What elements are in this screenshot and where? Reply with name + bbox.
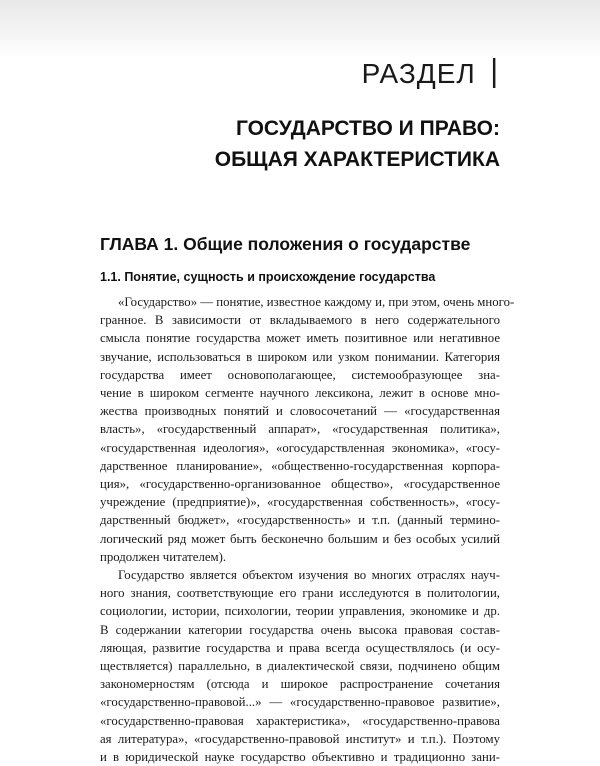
text-line: учреждение (предприятие)», «государственная собственность», «госу- [100, 495, 500, 510]
text-line: звучание, использоваться в широком или узком понимании. Категория [100, 349, 500, 364]
text-line: ществляется) параллельно, в диалектической связи, подчинено общим [100, 659, 500, 674]
text-line: гранное. В зависимости от вкладываемого в него содержательного [100, 313, 500, 328]
text-line: «государственно-правовой...» — «государственно-правовое развитие», [100, 695, 500, 710]
text-line: Государство является объектом изучения во многих отраслях науч- [118, 568, 500, 583]
text-line: ция», «государственно-организованное общество», «государственное [100, 477, 500, 492]
text-line: «государственная идеология», «огосударствленная экономика», «госу- [100, 440, 500, 455]
scan-top-shadow [0, 0, 600, 58]
subsection-title: 1.1. Понятие, сущность и происхождение государства [100, 270, 436, 284]
text-line: государства имеет основополагающее, системообразующее зна- [100, 367, 500, 382]
text-line: логический ряд может быть бесконечно большим и без особых усилий [100, 531, 500, 546]
text-line: власть», «государственный аппарат», «государственная политика», [100, 422, 500, 437]
text-line: закономерностям (отсюда и широкое распространение сочетания [100, 677, 500, 692]
text-line: жества производных понятий и словосочетаний — «государственная [100, 404, 500, 419]
body-text [100, 293, 515, 766]
text-line: социологии, истории, психологии, теории управления, экономике и др. [100, 604, 500, 619]
text-line: ая литература», «государственно-правовой институт» и т.п.). Поэтому [100, 731, 500, 746]
text-line: «Государство» — понятие, известное каждому и, при этом, очень много- [118, 295, 515, 309]
text-line: продолжен читателем). [100, 549, 227, 564]
text-line: и в юридической науке государство объективно и традиционно зани- [100, 750, 500, 765]
text-line: дарственное планирование», «общественно-государственная корпора- [100, 458, 500, 473]
section-label: РАЗДЕЛ [361, 58, 476, 89]
section-title [215, 113, 500, 175]
section-heading [361, 49, 500, 98]
chapter-title: ГЛАВА 1. Общие положения о государстве [100, 234, 471, 254]
text-line: смысла понятие государства может иметь позитивное или негативное [100, 331, 500, 346]
section-title-line: ОБЩАЯ ХАРАКТЕРИСТИКА [214, 148, 500, 171]
text-line: В содержании категории государства очень высока правовая состав- [100, 622, 500, 637]
text-line: дарственный бюджет», «государственность» и т.п. (данный термино- [100, 513, 500, 528]
text-line: ного знания, соответствующие его грани исследуются в политологии, [100, 586, 500, 601]
text-line: «государственно-правовая характеристика», «государственно-правова [100, 713, 500, 728]
text-line: чение в широком сегменте научного лексикона, лежит в основе мно- [100, 386, 500, 401]
section-numeral: I [490, 49, 498, 98]
text-line: ляющая, развитие государства и права всегда осуществлялось (и осу- [100, 640, 500, 655]
section-title-line: ГОСУДАРСТВО И ПРАВО: [235, 117, 500, 140]
